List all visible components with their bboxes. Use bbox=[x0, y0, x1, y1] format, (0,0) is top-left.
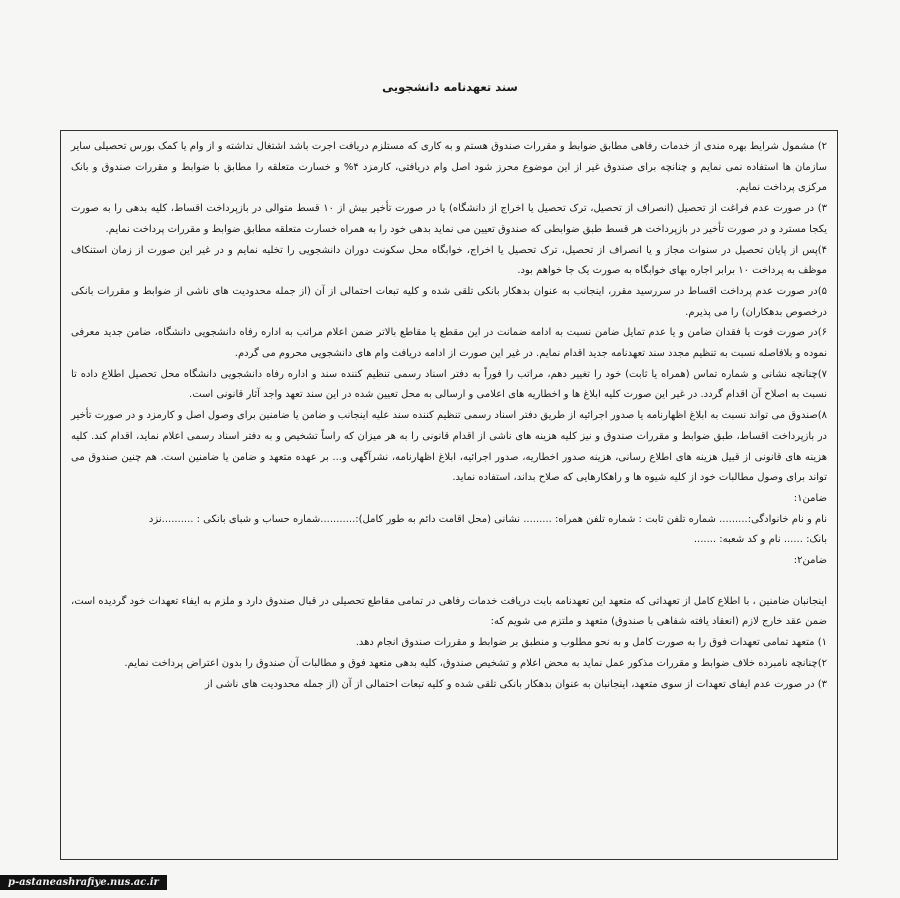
site-watermark: p-astaneashrafiye.nus.ac.ir bbox=[0, 875, 167, 890]
clause-4: ۴)پس از پایان تحصیل در سنوات مجاز و یا انصراف از تحصیل، ترک تحصیل یا اخراج، خوابگاه محل سکونت دوران دانشجویی را تخلیه نمایم و در غیر این صورت از زمان استنکاف موظف به پرداخت ۱۰ برابر اجاره بهای خوابگاه به صورت یک جا خواهم بود. bbox=[71, 244, 827, 277]
clause-2: ۲) مشمول شرایط بهره مندی از خدمات رفاهی مطابق ضوابط و مقررات صندوق هستم و به کاری که مستلزم دریافت اجرت باشد اشتغال نداشته و از وام یا کمک بورس تحصیلی سایر سازمان ها استفاده نمی نمایم و چنانچه برای صندوق غیر از این موضوع محرز شود اصل وام دریافتی، کارمزد ۴% و خسارت متعلقه را مطابق با ضوابط و مقررات صندوق و بانک مرکزی پرداخت نمایم. bbox=[71, 141, 828, 194]
guarantor-1-bank: بانک: ...... نام و کد شعبه: ....... bbox=[693, 534, 827, 546]
guarantor-clause-2: ۲)چنانچه نامبرده خلاف ضوابط و مقررات مذکور عمل نماید به محض اعلام و تشخیص صندوق، کلیه بدهی متعهد فوق و مطالبات آن صندوق را بدون اعتراض پرداخت نمایم. bbox=[124, 657, 827, 669]
guarantors-intro: اینجانبان ضامنین ، با اطلاع کامل از تعهداتی که متعهد این تعهدنامه بابت دریافت خدمات رفاهی در تمامی مقاطع تحصیلی در قبال صندوق دارد و ملزم به ایفاء تعهدات خود گردیده است، ضمن عقد خارج لازم (انعقاد یافته شفاهی با صندوق) متعهد و ملتزم می شویم که: bbox=[71, 595, 827, 628]
clause-8: ۸)صندوق می تواند نسبت به ابلاغ اظهارنامه یا صدور اجرائیه از طریق دفتر اسناد رسمی تنظیم کننده سند علیه اینجانب و ضامن یا ضامنین برای وصول اصل و کارمزد و در صورت تأخیر در بازپرداخت اقساط، طبق ضوابط و مقررات صندوق و نیز کلیه هزینه های ناشی از اقدام قانونی را به هر میزان که راساً تشخیص و به دفتر اسناد رسمی اعلام نماید، اقدام کند. کلیه هزینه های قانونی از قبیل هزینه های اطلاع رسانی، هزینه صدور اخطاریه، صدور اجرائیه، ابلاغ اظهارنامه، نشرآگهی و... بر عهده متعهد و ضامن یا ضامنین است. هم چنین صندوق می تواند برای وصول مطالبات خود از کلیه شیوه ها و راهکارهایی که صلاح بداند، استفاده نماید. bbox=[71, 410, 827, 484]
guarantor-clause-1: ۱) متعهد تمامی تعهدات فوق را به صورت کامل و به نحو مطلوب و منطبق بر ضوابط و مقررات صندوق انجام دهد. bbox=[355, 637, 827, 649]
guarantor-1-heading: ضامن۱: bbox=[793, 492, 827, 504]
blank-space bbox=[71, 572, 827, 592]
guarantor-1-details: نام و نام خانوادگی:......... شماره تلفن ثابت : شماره تلفن همراه: ......... نشانی (محل اقامت دائم به طور کامل):...........شماره حساب و شبای بانکی : ..........نزد bbox=[148, 513, 827, 525]
clause-3: ۳) در صورت عدم فراغت از تحصیل (انصراف از تحصیل، ترک تحصیل یا اخراج از دانشگاه) یا در صورت تأخیر بیش از ۱۰ قسط متوالی در بازپرداخت اقساط، کلیه بدهی را به صورت یکجا مسترد و در صورت تأخیر در بازپرداخت هر قسط طبق ضوابطی که صندوق تعیین می نماید بدهی خود را به همراه خسارت متعلقه مطابق ضوابط و مقررات پرداخت نمایم. bbox=[71, 203, 827, 235]
guarantor-clause-3: ۳) در صورت عدم ایفای تعهدات از سوی متعهد، اینجانبان به عنوان بدهکار بانکی تلقی شده و کلیه تبعات احتمالی از آن (از جمله محدودیت های ناشی از bbox=[205, 678, 827, 690]
clause-6: ۶)در صورت فوت یا فقدان ضامن و یا عدم تمایل ضامن نسبت به ادامه ضمانت در این مقطع یا مقاطع بالاتر ضمن اعلام مراتب به اداره رفاه دانشجویی دانشگاه، ضامن جدید معرفی نموده و بلافاصله نسبت به تنظیم مجدد سند تعهدنامه جدید اقدام نمایم. در غیر این صورت از ادامه دریافت وام های دانشجویی محروم می گردم. bbox=[71, 327, 827, 360]
clause-5: ۵)در صورت عدم پرداخت اقساط در سررسید مقرر، اینجانب به عنوان بدهکار بانکی تلقی شده و کلیه تبعات احتمالی از آن (از جمله محدودیت های ناشی از ضوابط و مقررات بانکی درخصوص بدهکاران) را می پذیرم. bbox=[71, 285, 827, 318]
document-title: سند تعهدنامه دانشجویی bbox=[382, 80, 518, 94]
clause-7: ۷)چنانچه نشانی و شماره تماس (همراه یا ثابت) خود را تغییر دهم، مراتب را فوراً به دفتر اسناد رسمی تنظیم کننده سند و اداره رفاه دانشجویی دانشگاه محل تحصیل اطلاع داده تا نسبت به اصلاح آن اقدام گردد. در غیر این صورت کلیه ابلاغ ها و اخطاریه های اعلامی و ارسالی به محل تعیین شده در این سند تعهد واجد آثار قانونی است. bbox=[71, 368, 827, 401]
commitment-text-frame bbox=[60, 130, 838, 860]
guarantor-2-heading: ضامن۲: bbox=[793, 555, 827, 567]
